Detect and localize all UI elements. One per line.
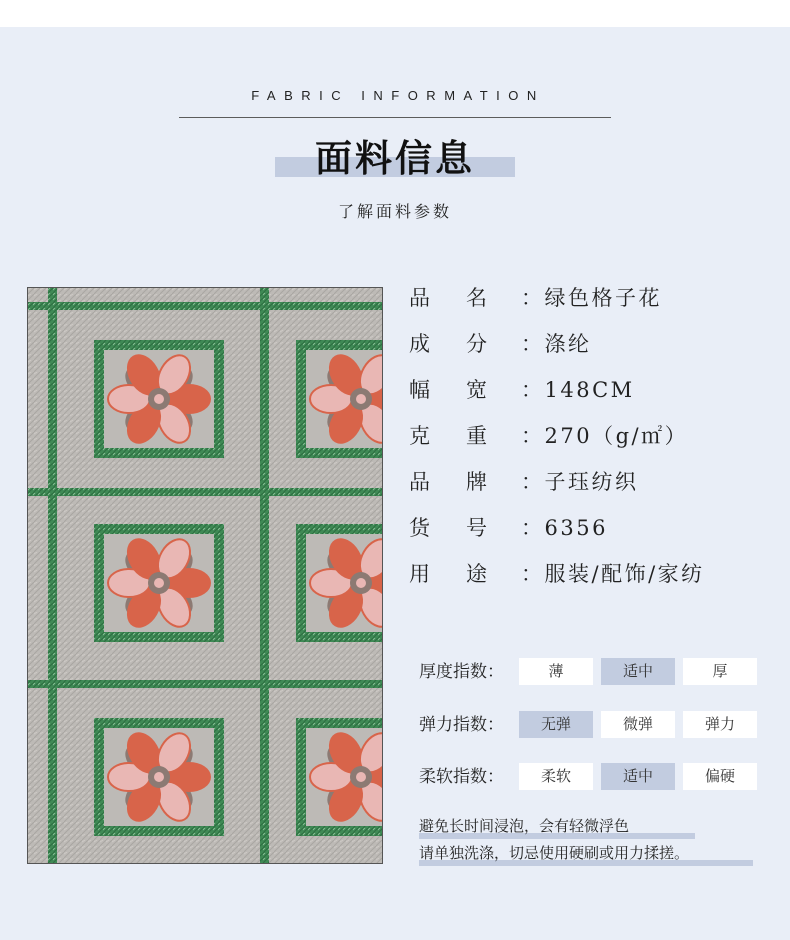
care-note-line	[419, 815, 689, 842]
fabric-flower-dot	[356, 578, 366, 588]
index-label: 弹力指数：	[419, 715, 504, 735]
spec-value: ：服装/配饰/家纺	[521, 562, 705, 586]
title-divider	[179, 117, 611, 118]
spec-value: ：270（g/㎡）	[521, 424, 689, 448]
softness-option-soft: 柔软	[519, 763, 593, 790]
fabric-flower-dot	[154, 772, 164, 782]
fabric-green-stripe	[48, 288, 57, 863]
spec-row-composition	[409, 328, 592, 362]
fabric-green-stripe	[28, 488, 382, 496]
softness-option-stiff: 偏硬	[683, 763, 757, 790]
elasticity-option-none: 无弹	[519, 711, 593, 738]
index-label: 厚度指数：	[419, 662, 504, 682]
softness-option-medium: 适中	[601, 763, 675, 790]
thickness-option-thick: 厚	[683, 658, 757, 685]
care-notes	[419, 815, 689, 869]
care-note-text: 请单独洗涤，切忌使用硬刷或用力揉搓。	[419, 844, 690, 862]
fabric-green-stripe	[28, 680, 382, 688]
spec-row-item-number	[409, 512, 608, 546]
thickness-option-thin: 薄	[519, 658, 593, 685]
spec-value: ：子珏纺织	[521, 470, 639, 494]
fabric-flower-dot	[356, 394, 366, 404]
fabric-green-stripe	[28, 302, 382, 310]
spec-value: ：148CM	[521, 378, 635, 402]
elasticity-option-slight: 微弹	[601, 711, 675, 738]
spec-row-weight	[409, 420, 688, 454]
care-note-text: 避免长时间浸泡，会有轻微浮色	[419, 817, 630, 835]
fabric-flower-dot	[154, 394, 164, 404]
spec-row-width	[409, 374, 635, 408]
spec-row-name	[409, 282, 662, 316]
spec-label: 幅宽	[409, 378, 523, 402]
spec-label: 成分	[409, 332, 523, 356]
spec-row-usage	[409, 558, 705, 592]
page-subtitle: 了解面料参数	[337, 202, 452, 221]
spec-value: ：涤纶	[521, 332, 592, 356]
english-title: FABRIC INFORMATION	[251, 88, 545, 103]
fabric-flower-dot	[154, 578, 164, 588]
fabric-flower-dot	[356, 772, 366, 782]
spec-label: 用途	[409, 562, 523, 586]
spec-label: 货号	[409, 516, 523, 540]
elasticity-option-stretch: 弹力	[683, 711, 757, 738]
fabric-swatch-image	[27, 287, 383, 864]
spec-label: 克重	[409, 424, 523, 448]
spec-row-brand	[409, 466, 639, 500]
spec-value: ：绿色格子花	[521, 286, 662, 310]
thickness-option-medium: 适中	[601, 658, 675, 685]
spec-label: 品名	[409, 286, 523, 310]
care-note-line	[419, 842, 689, 869]
fabric-green-stripe	[260, 288, 269, 863]
index-label: 柔软指数：	[419, 767, 504, 787]
spec-value: ：6356	[521, 516, 608, 540]
spec-label: 品牌	[409, 470, 523, 494]
top-white-strip	[0, 0, 790, 27]
page-title: 面料信息	[315, 137, 475, 180]
